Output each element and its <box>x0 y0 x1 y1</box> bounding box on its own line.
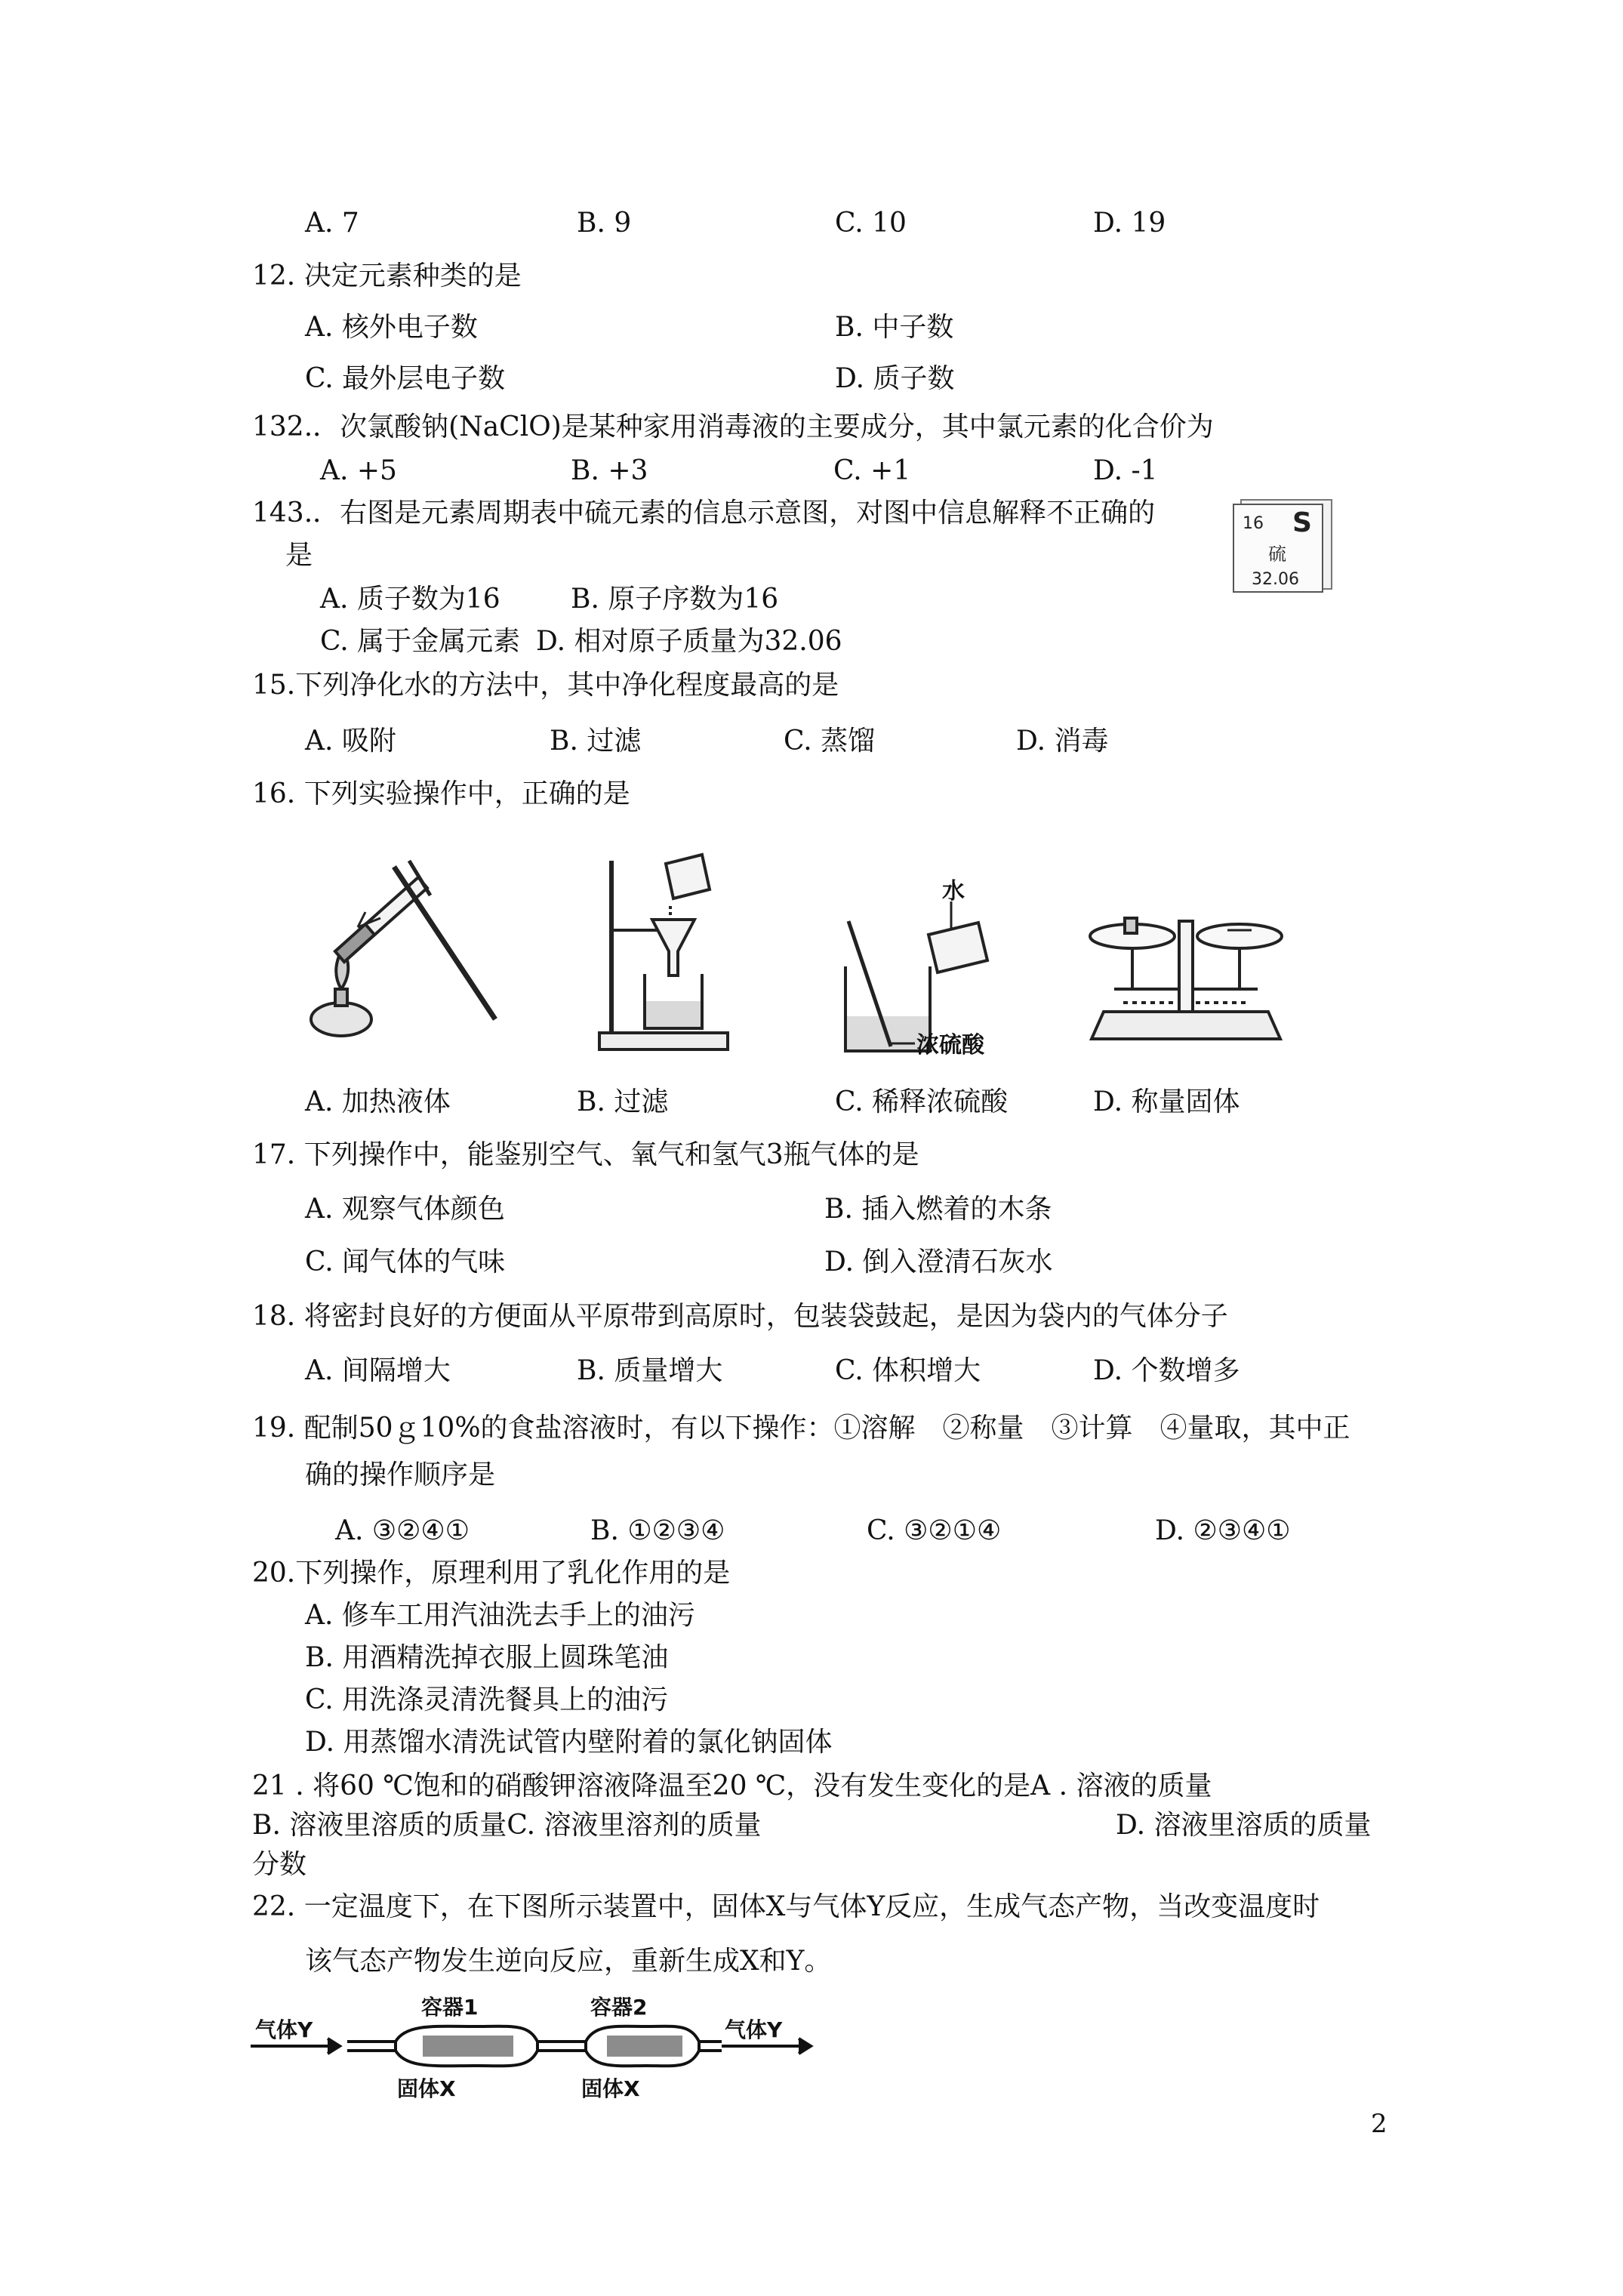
atomic-mass: 32.06 <box>1252 570 1299 589</box>
q15-option-c: C. 蒸馏 <box>784 726 876 757</box>
q17-option-a: A. 观察气体颜色 <box>305 1194 505 1225</box>
q20-option-d: D. 用蒸馏水清洗试管内壁附着的氯化钠固体 <box>305 1727 833 1758</box>
q20-option-a: A. 修车工用汽油洗去手上的油污 <box>305 1600 695 1631</box>
q17-option-b: B. 插入燃着的木条 <box>824 1194 1052 1225</box>
q22-line2: 该气态产物发生逆向反应，重新生成X和Y。 <box>305 1946 832 1977</box>
q14-option-b: B. 原子序数为16 <box>571 584 779 615</box>
q11-option-a: A. 7 <box>305 208 359 239</box>
q16-option-b: B. 过滤 <box>577 1086 669 1117</box>
dilute-acid-illustration <box>830 876 1027 1065</box>
q18-option-d: D. 个数增多 <box>1093 1355 1240 1386</box>
page-number: 2 <box>1371 2109 1387 2139</box>
q14-stem-line2: 是 <box>285 540 313 571</box>
q16-option-c: C. 稀释浓硫酸 <box>835 1086 1009 1117</box>
q18-option-b: B. 质量增大 <box>577 1355 723 1386</box>
q16-option-a: A. 加热液体 <box>305 1086 451 1117</box>
q19-stem-line1: 19. 配制50ｇ10%的食盐溶液时，有以下操作：①溶解 ②称量 ③计算 ④量取，其中正 <box>252 1413 1350 1444</box>
q15-stem: 15.下列净化水的方法中，其中净化程度最高的是 <box>252 670 839 701</box>
q18-stem: 18. 将密封良好的方便面从平原带到高原时，包装袋鼓起，是因为袋内的气体分子 <box>252 1301 1228 1332</box>
q15-option-a: A. 吸附 <box>305 726 396 757</box>
q13-option-a: A. +5 <box>320 455 397 486</box>
element-name: 硫 <box>1268 544 1286 565</box>
q19-option-b: B. ①②③④ <box>590 1515 725 1546</box>
q17-stem: 17. 下列操作中，能鉴别空气、氧气和氢气3瓶气体的是 <box>252 1139 919 1170</box>
acid-label: 浓硫酸 <box>916 1032 984 1059</box>
q12-option-c: C. 最外层电子数 <box>305 363 506 394</box>
q13-option-d: D. -1 <box>1093 455 1158 486</box>
q15-option-b: B. 过滤 <box>550 726 642 757</box>
gas-out-label: 气体Y <box>725 2017 783 2042</box>
balance-illustration <box>1084 891 1288 1057</box>
q14-stem-line1: 143.．右图是元素周期表中硫元素的信息示意图，对图中信息解释不正确的 <box>252 498 1156 529</box>
right-pan <box>1197 924 1282 948</box>
q19-option-c: C. ③②①④ <box>867 1515 1002 1546</box>
q16-stem: 16. 下列实验操作中，正确的是 <box>252 778 630 809</box>
q18-option-c: C. 体积增大 <box>835 1355 981 1386</box>
q14-option-c: C. 属于金属元素 <box>320 626 521 657</box>
solid2-label: 固体X <box>581 2076 640 2101</box>
pouring-beaker <box>666 855 710 898</box>
gas-in-label: 气体Y <box>255 2017 313 2042</box>
heating-liquid-illustration <box>305 846 501 1049</box>
stand-base <box>599 1033 728 1049</box>
q11-option-b: B. 9 <box>577 208 632 239</box>
q18-option-a: A. 间隔增大 <box>305 1355 451 1386</box>
beaker-liquid <box>646 1001 701 1027</box>
q22-line1: 22. 一定温度下，在下图所示装置中，固体X与气体Y反应，生成气态产物，当改变温度时 <box>252 1891 1320 1922</box>
weight-icon <box>1125 918 1137 933</box>
q12-option-b: B. 中子数 <box>835 312 954 343</box>
q13-stem: 132.．次氯酸钠(NaClO)是某种家用消毒液的主要成分，其中氯元素的化合价为 <box>252 411 1214 442</box>
q12-stem: 12. 决定元素种类的是 <box>252 260 522 291</box>
pointer-column <box>1179 921 1193 1012</box>
q19-option-a: A. ③②④① <box>335 1515 470 1546</box>
q19-option-d: D. ②③④① <box>1155 1515 1291 1546</box>
test-tube-holder <box>394 867 495 1019</box>
solid-x-2 <box>607 2036 682 2057</box>
atomic-number: 16 <box>1243 514 1264 533</box>
balance-base <box>1092 1012 1280 1039</box>
q15-option-d: D. 消毒 <box>1016 726 1109 757</box>
container2-label: 容器2 <box>590 1996 648 2020</box>
q11-option-d: D. 19 <box>1093 208 1166 239</box>
container1-label: 容器1 <box>421 1996 479 2020</box>
q19-stem-line2: 确的操作顺序是 <box>305 1459 496 1490</box>
q21-line2-right: D. 溶液里溶质的质量 <box>1116 1810 1372 1841</box>
q14-option-d: D. 相对原子质量为32.06 <box>536 626 842 657</box>
q16-option-d: D. 称量固体 <box>1093 1086 1240 1117</box>
element-symbol: S <box>1292 507 1312 538</box>
solid-x-1 <box>423 2036 513 2057</box>
water-label: 水 <box>942 878 965 905</box>
lamp-neck <box>335 989 347 1006</box>
water-beaker <box>929 923 987 972</box>
q14-option-a: A. 质子数为16 <box>320 584 500 615</box>
inlet-arrowhead <box>328 2039 340 2054</box>
q11-option-c: C. 10 <box>835 208 907 239</box>
funnel <box>652 920 694 975</box>
q21-line1: 21 . 将60 ℃饱和的硝酸钾溶液降温至20 ℃，没有发生变化的是A . 溶液的质量 <box>252 1771 1212 1801</box>
alcohol-lamp-body <box>311 1003 371 1036</box>
q12-option-a: A. 核外电子数 <box>305 312 478 343</box>
q21-line3: 分数 <box>252 1849 307 1880</box>
test-tube-liquid <box>335 924 374 962</box>
q17-option-d: D. 倒入澄清石灰水 <box>824 1247 1053 1277</box>
q20-stem: 20.下列操作，原理利用了乳化作用的是 <box>252 1558 731 1589</box>
q21-line2-left: B. 溶液里溶质的质量C. 溶液里溶剂的质量 <box>252 1810 762 1841</box>
q17-option-c: C. 闻气体的气味 <box>305 1247 506 1277</box>
q13-option-c: C. +1 <box>833 455 911 486</box>
outlet-arrowhead <box>799 2039 811 2054</box>
q20-option-b: B. 用酒精洗掉衣服上圆珠笔油 <box>305 1642 669 1673</box>
gas-flow-diagram <box>248 1996 821 2110</box>
q20-option-c: C. 用洗涤灵清洗餐具上的油污 <box>305 1684 669 1715</box>
sulfur-element-card <box>1230 497 1336 595</box>
q12-option-d: D. 质子数 <box>835 363 955 394</box>
q13-option-b: B. +3 <box>571 455 648 486</box>
solid1-label: 固体X <box>397 2076 456 2101</box>
filtration-illustration <box>589 846 740 1057</box>
